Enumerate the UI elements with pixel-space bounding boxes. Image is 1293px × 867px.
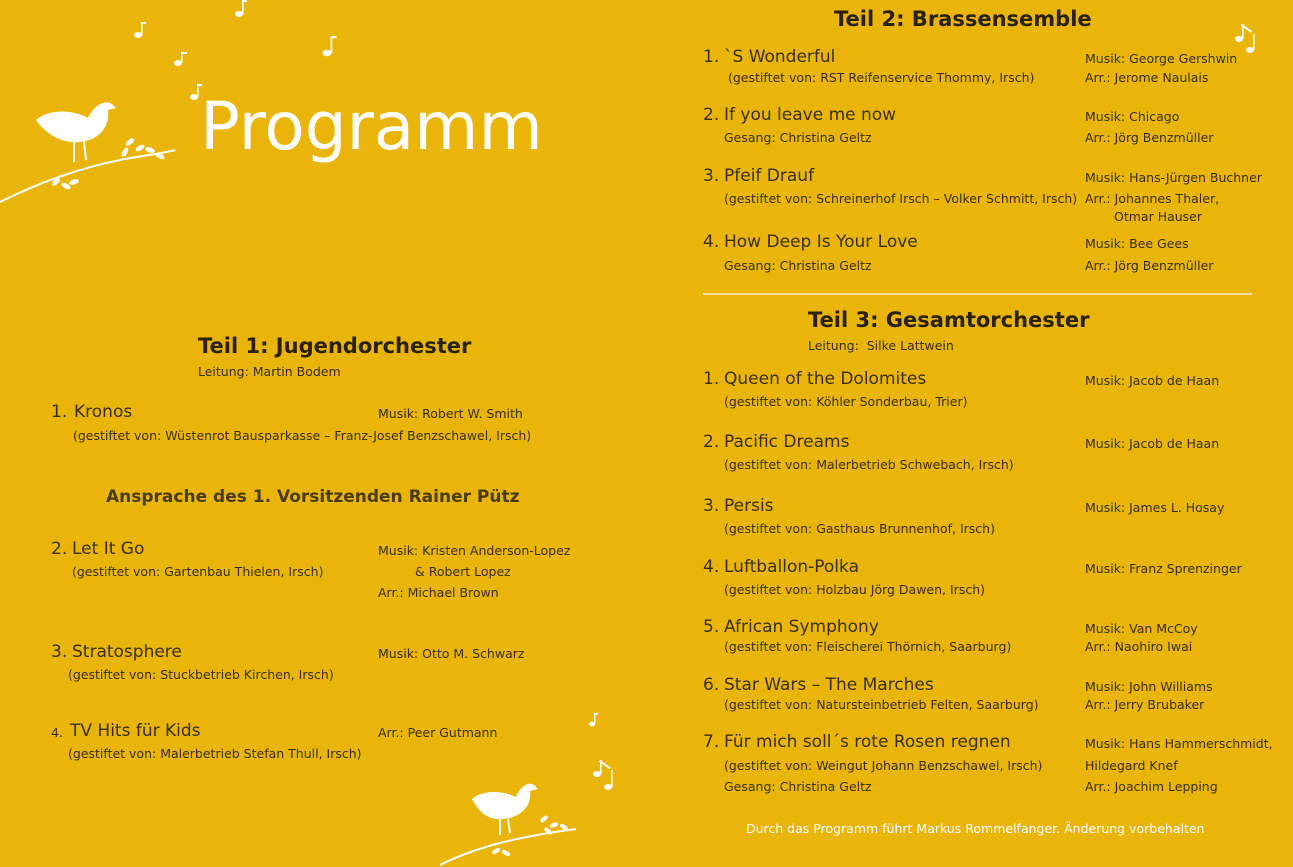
part3-item-credit: Arr.: Naohiro Iwai	[1085, 639, 1193, 654]
part3-item-title: Für mich soll´s rote Rosen regnen	[724, 732, 1011, 752]
part1-item-num: 4.	[51, 725, 63, 740]
part3-item-num: 1.	[703, 369, 720, 389]
part3-item-credit: Arr.: Jerry Brubaker	[1085, 697, 1205, 712]
page-title: Programm	[200, 88, 543, 165]
speech-heading: Ansprache des 1. Vorsitzenden Rainer Pütz	[106, 487, 520, 507]
part1-item-credit: Musik: Otto M. Schwarz	[378, 646, 525, 661]
part3-item-num: 4.	[703, 557, 720, 577]
part1-item-credit: Musik: Robert W. Smith	[378, 406, 523, 421]
part3-item-sub: (gestiftet von: Köhler Sonderbau, Trier)	[724, 394, 968, 409]
part3-item-credit: Arr.: Joachim Lepping	[1085, 779, 1218, 794]
part1-item-title: Stratosphere	[72, 642, 182, 662]
part3-item-title: Star Wars – The Marches	[724, 675, 934, 695]
music-note-icon	[174, 50, 190, 68]
part3-item-num: 2.	[703, 432, 720, 452]
part3-item-title: Persis	[724, 496, 774, 516]
part1-item-num: 3.	[51, 642, 68, 662]
part2-item-title: If you leave me now	[724, 105, 897, 125]
section-divider	[703, 293, 1252, 295]
part2-heading: Teil 2: Brassensemble	[834, 7, 1092, 31]
part2-item-credit: Musik: Chicago	[1085, 109, 1180, 124]
part1-item-title: TV Hits für Kids	[70, 721, 201, 741]
part2-item-sub: Gesang: Christina Geltz	[724, 130, 872, 145]
part3-item-credit: Musik: Van McCoy	[1085, 621, 1198, 636]
part3-item-credit: Hildegard Knef	[1085, 758, 1178, 773]
music-note-icon	[589, 712, 599, 728]
part3-item-sub: (gestiftet von: Gasthaus Brunnenhof, Irsch)	[724, 521, 995, 536]
part1-item-credit: Arr.: Michael Brown	[378, 585, 499, 600]
part3-item-title: Queen of the Dolomites	[724, 369, 927, 389]
music-note-icon	[1234, 22, 1262, 56]
part3-item-credit: Musik: James L. Hosay	[1085, 500, 1225, 515]
music-note-icon	[234, 0, 248, 20]
part1-item-credit: Arr.: Peer Gutmann	[378, 725, 498, 740]
part2-item-credit: Otmar Hauser	[1114, 209, 1203, 224]
part2-item-title: `S Wonderful	[724, 47, 836, 67]
part2-item-title: How Deep Is Your Love	[724, 232, 918, 252]
part3-item-sub: (gestiftet von: Malerbetrieb Schwebach, Irsch)	[724, 457, 1014, 472]
part1-item-credit: & Robert Lopez	[415, 564, 511, 579]
part1-leitung: Leitung: Martin Bodem	[198, 364, 341, 379]
part2-item-num: 2.	[703, 105, 720, 125]
part1-heading: Teil 1: Jugendorchester	[198, 334, 472, 358]
part3-item-sub: (gestiftet von: Holzbau Jörg Dawen, Irsch)	[724, 582, 985, 597]
part3-item-num: 6.	[703, 675, 720, 695]
part2-item-credit: Arr.: Johannes Thaler,	[1085, 191, 1220, 206]
part3-item-title: Luftballon-Polka	[724, 557, 859, 577]
part3-leitung: Leitung: Silke Lattwein	[808, 338, 954, 353]
part1-item-credit: Musik: Kristen Anderson-Lopez	[378, 543, 571, 558]
part1-item-num: 1.	[51, 402, 68, 422]
part3-item-sub: Gesang: Christina Geltz	[724, 779, 872, 794]
part3-item-credit: Musik: Franz Sprenzinger	[1085, 561, 1242, 576]
music-note-icon	[134, 20, 146, 40]
part1-item-sub: (gestiftet von: Wüstenrot Bausparkasse – Franz-Josef Benzschawel, Irsch)	[73, 428, 532, 443]
part1-item-sub: (gestiftet von: Gartenbau Thielen, Irsch)	[72, 564, 324, 579]
part3-item-num: 3.	[703, 496, 720, 516]
part2-item-sub: (gestiftet von: RST Reifenservice Thommy, Irsch)	[728, 70, 1035, 85]
part2-item-sub: (gestiftet von: Schreinerhof Irsch – Volker Schmitt, Irsch)	[724, 191, 1078, 206]
part2-item-num: 4.	[703, 232, 720, 252]
part3-item-credit: Musik: John Williams	[1085, 679, 1213, 694]
part3-heading: Teil 3: Gesamtorchester	[808, 308, 1090, 332]
part2-item-credit: Arr.: Jörg Benzmüller	[1085, 258, 1214, 273]
part3-item-num: 7.	[703, 732, 720, 752]
part3-item-sub: (gestiftet von: Fleischerei Thörnich, Saarburg)	[724, 639, 1012, 654]
part3-item-title: African Symphony	[724, 617, 879, 637]
part3-item-title: Pacific Dreams	[724, 432, 850, 452]
part2-item-credit: Arr.: Jerome Naulais	[1085, 70, 1209, 85]
part1-item-title: Let It Go	[72, 539, 145, 559]
bird-branch-bottom-icon	[436, 775, 586, 867]
part2-item-title: Pfeif Drauf	[724, 166, 815, 186]
part3-item-credit: Musik: Jacob de Haan	[1085, 373, 1220, 388]
part3-item-credit: Musik: Hans Hammerschmidt,	[1085, 736, 1273, 751]
part2-item-num: 1.	[703, 47, 720, 67]
footer-note: Durch das Programm führt Markus Rommelfanger. Änderung vorbehalten	[746, 821, 1205, 836]
part1-item-sub: (gestiftet von: Malerbetrieb Stefan Thull, Irsch)	[68, 746, 362, 761]
part3-item-num: 5.	[703, 617, 720, 637]
part2-item-credit: Arr.: Jörg Benzmüller	[1085, 130, 1214, 145]
part3-item-credit: Musik: Jacob de Haan	[1085, 436, 1220, 451]
part2-item-credit: Musik: George Gershwin	[1085, 51, 1238, 66]
bird-branch-top-icon	[0, 90, 180, 210]
part2-item-num: 3.	[703, 166, 720, 186]
part1-item-num: 2.	[51, 539, 68, 559]
music-note-icon	[322, 34, 338, 58]
part2-item-sub: Gesang: Christina Geltz	[724, 258, 872, 273]
part2-item-credit: Musik: Hans-Jürgen Buchner	[1085, 170, 1262, 185]
part3-item-sub: (gestiftet von: Weingut Johann Benzschawel, Irsch)	[724, 758, 1043, 773]
part1-item-title: Kronos	[74, 402, 133, 422]
music-note-icon	[592, 758, 622, 792]
part3-item-sub: (gestiftet von: Natursteinbetrieb Felten, Saarburg)	[724, 697, 1039, 712]
part2-item-credit: Musik: Bee Gees	[1085, 236, 1189, 251]
part1-item-sub: (gestiftet von: Stuckbetrieb Kirchen, Irsch)	[68, 667, 334, 682]
